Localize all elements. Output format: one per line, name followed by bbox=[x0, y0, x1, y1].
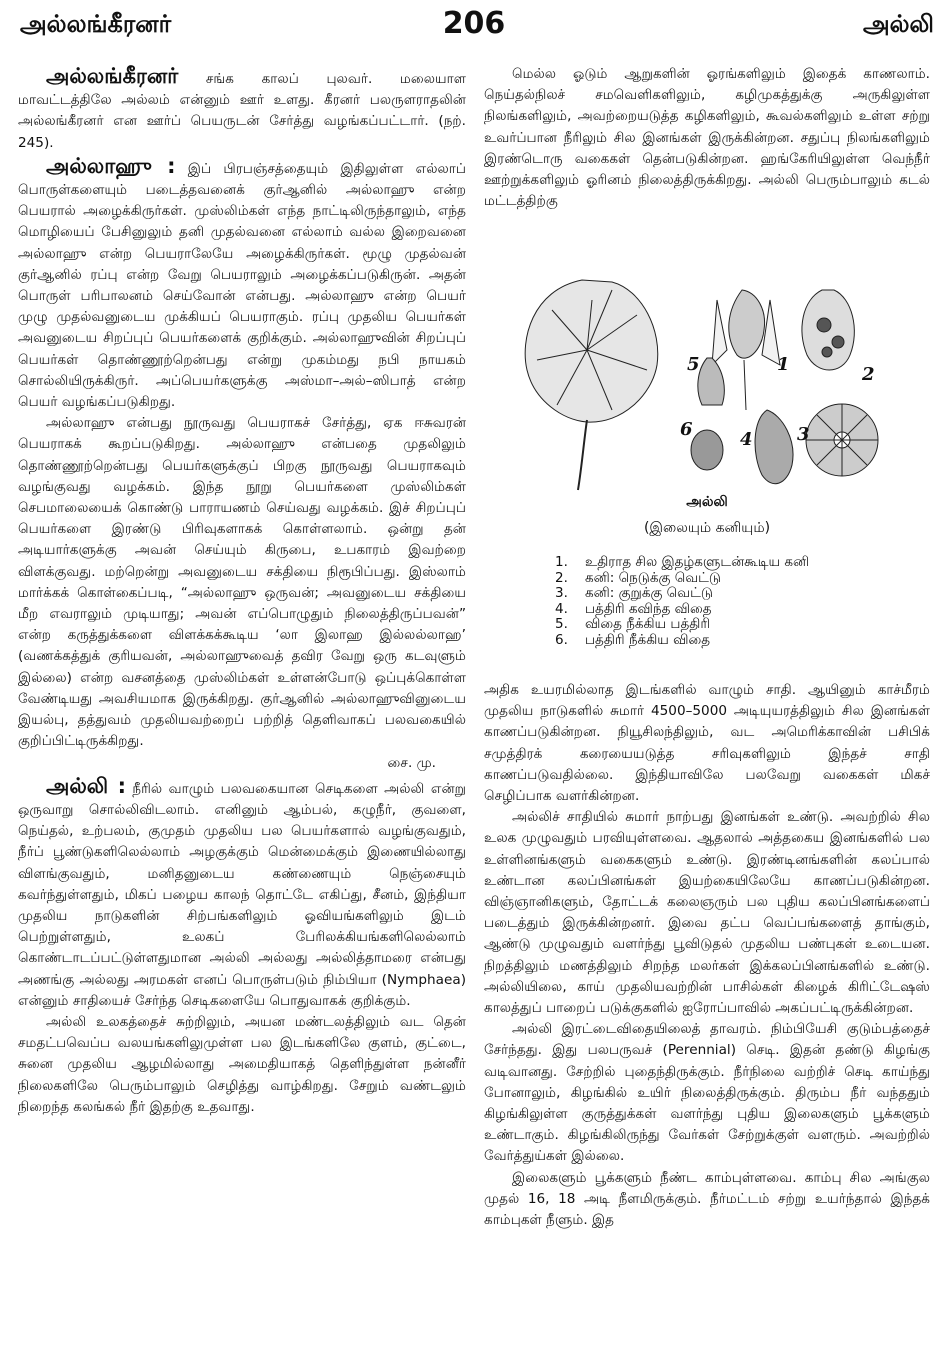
part-label-5: 5 bbox=[687, 354, 700, 375]
legend-number: 4. bbox=[555, 600, 568, 617]
legend-text: உதிராத சில இதழ்களுடன்கூடிய கனி bbox=[585, 554, 810, 570]
legend-number: 5. bbox=[555, 616, 568, 632]
legend-number: 2. bbox=[555, 569, 568, 586]
legend-text: பத்திரி கவிந்த விதை bbox=[585, 600, 712, 617]
part-label-2: 2 bbox=[862, 364, 875, 385]
water-lily-illustration bbox=[512, 270, 902, 492]
figure-legend bbox=[555, 555, 885, 648]
legend-text: விதை நீக்கிய பத்திரி bbox=[585, 616, 711, 632]
paragraph: இலைகளும் பூக்களும் நீண்ட காம்புள்ளவை. காம்பு சில அங்குல முதல் 16, 18 அடி நீளமிருக்கும். நீர்மட்டம் சற்று உயர்ந்தால் இந்தக் காம்புகள் நீளும். இத bbox=[484, 1169, 930, 1229]
paragraph: அல்லிச் சாதியில் சுமார் நாற்பது இனங்கள் உண்டு. அவற்றில் சில உலக முழுவதும் பரவியுள்ளவை. ஆதலால் அத்தகைய இனங்களில் பல உள்ளினங்களும் வகைகளும் உண்டு. இரண்டினங்களின் கலப்பால் உண்டான கலப்பினங்கள் இயற்கையிலேயே காணப்படுகின்றன. விஞ்ஞானிகளும், தோட்டக் கலைஞரும் பல புதிய கலப்பினங்களைப் படைத்தும் இருக்கின்றனர். இவை தட்ப வெப்பங்களைத் தாங்கும், ஆண்டு முழுவதும் வளர்ந்து பூவிடுதல் முதலிய பண்புகள் உடையன. நிறத்திலும் மணத்திலும் சிறந்த மலர்கள் இக்கலப்பினங்களில் உண்டு. அல்லியிலை, காய் முதலியவற்றின் பாசில்கள் கிழைக் கிரிட்டேஷஸ் காலத்துப் பாறைப் படுக்குகளில் ஐரோப்பாவில் அகப்பட்டிருக்கின்றன. bbox=[484, 809, 930, 1017]
running-head-left: அல்லங்கீரனர் bbox=[20, 10, 172, 38]
legend-item bbox=[555, 586, 885, 602]
fruit-cross-section bbox=[806, 404, 878, 476]
part-label-4: 4 bbox=[740, 429, 753, 450]
legend-text: பத்திரி நீக்கிய விதை bbox=[585, 631, 711, 648]
right-column-top bbox=[484, 64, 930, 212]
entry-text: நீரில் வாழும் பலவகையான செடிகளை அல்லி என்று ஒருவாறு சொல்லிவிடலாம். எனினும் ஆம்பல், கழுநீர், குவளை, நெய்தல், உற்பலம், குமுதம் முதலிய பல பெயர்களால் வழங்குவதும், நீர்ப் பூண்டுகளிலெல்லாம் அழகுக்கும் மென்மைக்கும் இணையில்லாது விளங்குவதும், மனிதனுடைய கண்ணையும் நெஞ்சையும் கவர்ந்துள்ளதும், மிகப் பழைய காலந் தொட்டே எகிப்து, சீனம், இந்தியா முதலிய நாடுகளின் சிற்பங்களிலும் ஓவியங்களிலும் இடம் பெற்றுள்ளதும், உலகப் பேரிலக்கியங்களிலெல்லாம் கொண்டாடப்பட்டுள்ளதுமான அல்லி அல்லது அல்லித்தாமரை என்பது அணங்கு அல்லது அரமகள் எனப் பொருள்படும் நிம்பியா (Nymphaea) என்னும் சாதியைச் சேர்ந்த செடிகளையே பொதுவாகக் குறிக்கும். bbox=[18, 780, 466, 1009]
legend-text: கனி: குறுக்கு வெட்டு bbox=[585, 585, 713, 601]
legend-item bbox=[555, 617, 885, 633]
legend-item bbox=[555, 571, 885, 587]
page-number: 206 bbox=[442, 6, 506, 41]
fruit-longitudinal-section bbox=[802, 290, 854, 370]
running-head-right: அல்லி bbox=[862, 10, 934, 38]
legend-text: கனி: நெடுக்கு வெட்டு bbox=[585, 569, 721, 586]
paragraph: அல்லி உலகத்தைச் சுற்றிலும், அயன மண்டலத்திலும் வட தென் சமதட்பவெப்ப வலயங்களிலுமுள்ள பல இடங்களிலே குளம், குட்டை, சுனை முதலிய ஆழமில்லாது அமைதியாகத் தெளிந்துள்ள நன்னீர் நிலைகளிலே பெரும்பாலும் செழித்து வாழ்கிறது. சேறும் வண்டலும் நிறைந்த கலங்கல் நீர் இதற்கு உதவாது. bbox=[18, 1013, 466, 1115]
entry-text: இப் பிரபஞ்சத்தையும் இதிலுள்ள எல்லாப் பொருள்களையும் படைத்தவனைக் குர்ஆனில் அல்லாஹு என்ற பெயரால் அழைக்கிருர்கள். முஸ்லிம்கள் எந்த நாட்டிலிருந்தாலும், எந்த மொழியைப் பேசினுலும் தனி முதல்வனை எல்லாம் வல்ல இறைவனை அல்லாஹு என்ற பெயராலேயே அழைக்கிருர்கள். மூழு முதல்வன் குர்ஆனில் ரப்பு என்ற வேறு பெயராலும் அழைக்கப்படுகிருன். அதன் பொருள் பரிபாலனம் செய்வோன் என்பது. அல்லாஹு என்ற பெயர் முழு முதல்வனுடைய முக்கியப் பெயராகும். ரப்பு முதலிய பெயர்கள் அவனுடைய சிறப்புப் பெயர்களைக் குறிக்கும். அல்லாஹுவின் சிறப்புப் பெயர்கள் தொண்ணூற்றென்பது என்று முகம்மது நபி நாயகம் சொல்லியிருக்கிருர். அப்பெயர்களுக்கு அஸ்மா–அல்–ஸிபாத் என்ற பெயர் வழங்கப்படுகிறது. bbox=[18, 160, 466, 411]
figure-subtitle: (இலையும் கனியும்) bbox=[643, 520, 771, 536]
legend-number: 3. bbox=[555, 585, 568, 601]
legend-item bbox=[555, 555, 885, 571]
legend-item bbox=[555, 602, 885, 618]
part-label-6: 6 bbox=[680, 419, 693, 440]
entry-title: அல்லங்கீரனர் bbox=[46, 64, 179, 88]
entry-allahu bbox=[18, 154, 466, 413]
entry-title: அல்லி : bbox=[46, 773, 126, 798]
right-column-bottom bbox=[484, 680, 930, 1231]
page-header bbox=[0, 0, 948, 50]
paragraph: அல்லாஹு என்பது நூருவது பெயராகச் சேர்த்து, ஏக ஈசுவரன் பெயராகக் கூறப்படுகிறது. அல்லாஹு என்பதை முதலிலும் தொண்ணூற்றென்பது பெயர்களுக்குப் பிறகு நூருவது பெயராகவும் வழங்குவது வழக்கம். இந்த நூறு பெயர்களை முஸ்லிம்கள் செபமாலையைக் கொண்டு பாராயணம் செய்வது வழக்கம். இச் சிறப்புப் பெயர்களை இரண்டு பிரிவுகளாகக் கொள்ளலாம். ஒன்று தன் அடியார்களுக்கு அவன் செய்யும் கிருபை, உபகாரம் இவற்றை விளக்குவது. மற்றென்று அவனுடைய சக்தியை நிரூபிப்பது. இஸ்லாம் மார்க்கக் கொள்கைப்படி, “அல்லாஹு ஒருவன்; அவனுடைய சக்தியை மீற எவராலும் முடியாது; அவன் எப்பொழுதும் நிலைத்திருப்பவன்” என்ற கருத்துக்களை விளக்கக்கூடிய ‘லா இலாஹ இல்லல்லாஹ’ (வணக்கத்துக் குரியவன், அல்லாஹுவைத் தவிர வேறு ஒரு கடவுளும் இல்லை) என்ற வசனத்தை முஸ்லிம்கள் உள்ளன்போடு ஒப்புக்கொள்ள வேண்டியது அவசியமாக இருக்கிறது. குர்ஆனில் அல்லாஹுவினுடைய இயல்பு, தத்துவம் முதலியவற்றைப் பற்றித் தெளிவாகப் பலவகையில் குறிப்பிட்டிருக்கிறது. bbox=[18, 415, 466, 750]
paragraph: மெல்ல ஓடும் ஆறுகளின் ஓரங்களிலும் இதைக் காணலாம். நெய்தல்நிலச் சமவெளிகளிலும், கழிமுகத்துக்கு அருகிலுள்ள நிலங்களிலும், அவற்றையடுத்த கழிகளிலும், கூவல்களிலும் உள்ள சற்று உவர்ப்பான நீரிலும் சில இனங்கள் இருக்கின்றன. சதுப்பு நிலங்களிலும் இரண்டொரு வகைகள் தென்படுகின்றன. ஹங்கேரியிலுள்ள வெந்நீர் ஊற்றுக்களிலும் ஓரினம் நிலைத்திருக்கிறது. அல்லி பெரும்பாலும் கடல் மட்டத்திற்கு bbox=[484, 66, 930, 210]
legend-item bbox=[555, 633, 885, 649]
entry-text: சங்க காலப் புலவர். மலையாள மாவட்டத்திலே அல்லம் என்னும் ஊர் உளது. கீரனர் பலருளராதலின் அல்லங்கீரனர் என ஊர்ப் பெயருடன் சேர்த்து வழங்கப்பட்டார். (நற். 245). bbox=[18, 71, 467, 151]
aril-without-seed bbox=[698, 358, 724, 405]
part-label-3: 3 bbox=[797, 424, 810, 445]
entry-alli bbox=[18, 774, 466, 1012]
part-label-1: 1 bbox=[777, 354, 790, 375]
left-column bbox=[18, 64, 466, 1118]
lily-leaf bbox=[525, 280, 658, 490]
author-signature: சை. மு. bbox=[387, 754, 436, 771]
seed-without-aril bbox=[691, 430, 723, 470]
legend-number: 1. bbox=[555, 554, 568, 570]
seed-with-aril bbox=[755, 410, 793, 484]
paragraph: அல்லி இரட்டைவிதையிலைத் தாவரம். நிம்பியேசி குடும்பத்தைச் சேர்ந்தது. இது பலபருவச் (Perennial) செடி. இதன் தண்டு கிழங்கு வடிவானது. சேற்றில் புதைந்திருக்கும். நீர்நிலை வற்றிச் செடி காய்ந்து போனாலும், கிழங்கில் உயிர் நிலைத்திருக்கும். திரும்ப நீர் வந்ததும் கிழங்கிலுள்ள குருத்துக்கள் வளர்ந்து புதிய இலைகளும் பூக்களும் உண்டாகும். கிழங்கிலிருந்து வேர்கள் சேற்றுக்குள் வளரும். அவற்றில் வேர்த்துய்கள் இல்லை. bbox=[484, 1021, 930, 1165]
paragraph: அதிக உயரமில்லாத இடங்களில் வாழும் சாதி. ஆயினும் காச்மீரம் முதலிய நாடுகளில் சுமார் 4500–5000 அடியுயரத்திலும் சில இனங்கள் காணப்படுகின்றன. நியூசிலந்திலும், வட அமெரிக்காவின் பசிபிக் சமுத்திரக் கரையையடுத்த சரிவுகளிலும் இந்தச் சாதி காணப்படுவதில்லை. இந்தியாவிலே பலவேறு வகைகள் மிகச் செழிப்பாக வளர்கின்றன. bbox=[484, 682, 930, 805]
entry-allangkeeranar bbox=[18, 64, 466, 154]
figure-title: அல்லி bbox=[686, 494, 728, 510]
entry-title: அல்லாஹு : bbox=[46, 153, 176, 178]
legend-number: 6. bbox=[555, 631, 568, 648]
